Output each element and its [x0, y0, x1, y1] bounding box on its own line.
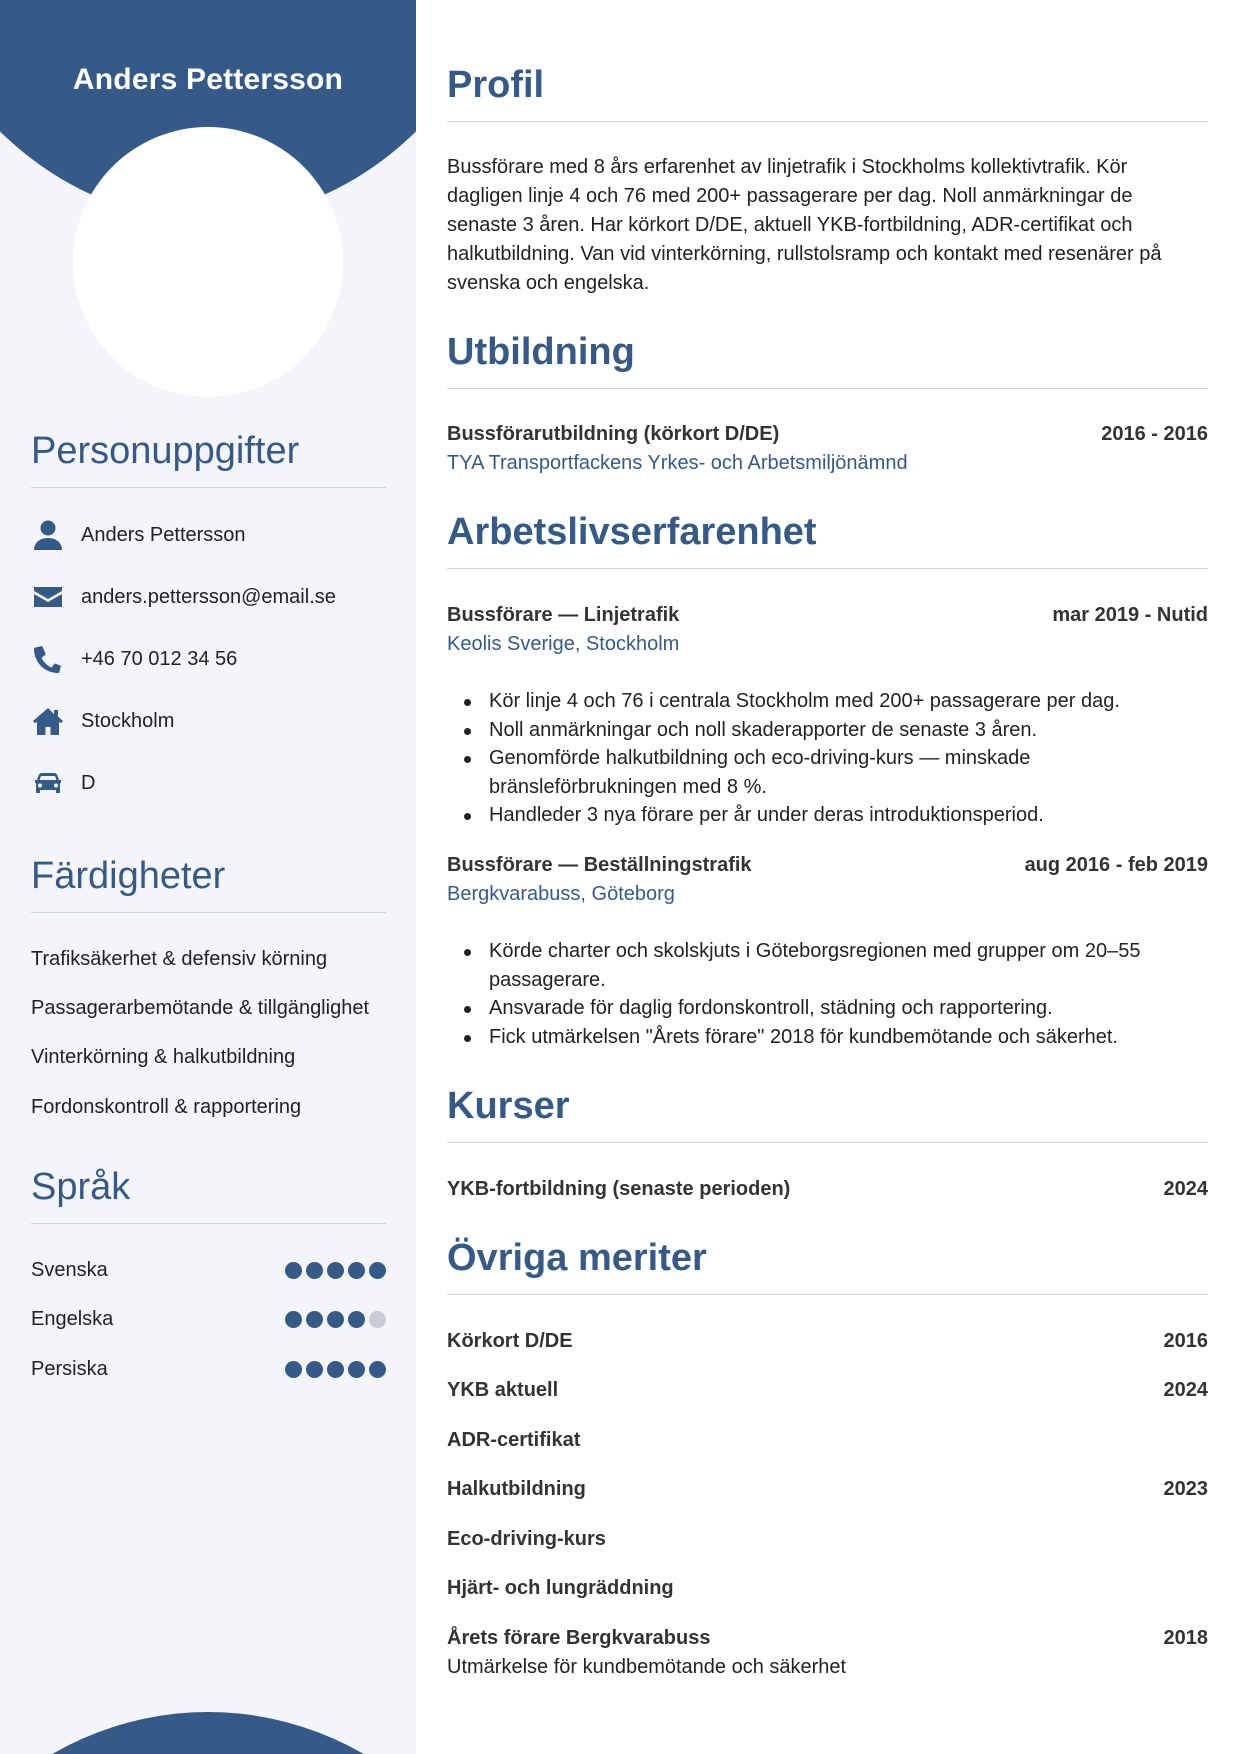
- sidebar-footer-shape: [0, 1712, 416, 1754]
- merit-entry: [447, 1528, 1208, 1551]
- level-dot-filled: [348, 1361, 365, 1378]
- language-name: Persiska: [31, 1358, 108, 1380]
- job-bullet: Fick utmärkelsen "Årets förare" 2018 för kundbemötande och säkerhet.: [447, 1023, 1208, 1052]
- merit-date: 2024: [1163, 1379, 1208, 1401]
- contact-email[interactable]: anders.pettersson@email.se: [81, 585, 336, 608]
- education-title: Bussförarutbildning (körkort D/DE): [447, 423, 780, 445]
- phone-icon: [31, 642, 65, 676]
- merit-entry: [447, 1478, 1208, 1501]
- job-bullet: Körde charter och skolskjuts i Göteborgsregionen med grupper om 20–55 passagerare.: [447, 937, 1208, 994]
- merit-title: ADR-certifikat: [447, 1429, 581, 1451]
- profile-photo-placeholder: [73, 127, 343, 397]
- candidate-name: Anders Pettersson: [72, 63, 344, 96]
- merit-date: 2023: [1163, 1478, 1208, 1500]
- contact-email-row: [31, 577, 336, 617]
- level-dot-filled: [348, 1311, 365, 1328]
- skill-item: Vinterkörning & halkutbildning: [31, 1046, 296, 1068]
- job-bullets: [447, 687, 1208, 830]
- merits-heading: Övriga meriter: [447, 1237, 1208, 1295]
- merit-title: Halkutbildning: [447, 1478, 586, 1500]
- skills-heading: Färdigheter: [31, 855, 386, 913]
- languages-heading: Språk: [31, 1166, 386, 1224]
- job-title: Bussförare — Beställningstrafik: [447, 854, 752, 876]
- car-icon: [31, 766, 65, 800]
- job-bullet: Handleder 3 nya förare per år under deras introduktionsperiod.: [447, 801, 1208, 830]
- profile-summary: Bussförare med 8 års erfarenhet av linjetrafik i Stockholms kollektivtrafik. Kör dagligen linje 4 och 76 med 200+ passagerare per dag. Noll anmärkningar de senaste 3 åren. Har körkort D/DE, aktuell YKB-fortbildning, ADR-certifikat och halkutbildning. Van vid vinterkörning, rullstolsramp och kontakt med resenärer på svenska och engelska.: [447, 156, 1162, 294]
- merit-title: Körkort D/DE: [447, 1330, 573, 1352]
- sidebar: [0, 0, 416, 1754]
- contact-name: Anders Pettersson: [81, 523, 246, 546]
- contact-phone[interactable]: +46 70 012 34 56: [81, 647, 238, 670]
- level-dot-filled: [327, 1262, 344, 1279]
- job-bullet: Noll anmärkningar och noll skaderapporter de senaste 3 åren.: [447, 716, 1208, 745]
- skill-item: Trafiksäkerhet & defensiv körning: [31, 948, 328, 970]
- language-name: Svenska: [31, 1259, 108, 1281]
- home-icon: [31, 704, 65, 738]
- merit-title: Eco-driving-kurs: [447, 1528, 606, 1550]
- envelope-icon: [31, 580, 65, 614]
- contact-city-row: [31, 701, 174, 741]
- job-date: mar 2019 - Nutid: [1052, 604, 1208, 626]
- courses-heading: Kurser: [447, 1085, 1208, 1143]
- skill-item: Fordonskontroll & rapportering: [31, 1096, 302, 1118]
- experience-heading: Arbetslivserfarenhet: [447, 511, 1208, 569]
- job-bullet: Ansvarade för daglig fordonskontroll, städning och rapportering.: [447, 994, 1208, 1023]
- merit-entry: [447, 1330, 1208, 1353]
- level-dot-filled: [306, 1262, 323, 1279]
- level-dot-empty: [369, 1311, 386, 1328]
- personal-info-heading: Personuppgifter: [31, 430, 386, 488]
- merit-entry: [447, 1429, 1208, 1452]
- language-row: [31, 1259, 386, 1282]
- job-bullet: Genomförde halkutbildning och eco-driving-kurs — minskade bränsleförbrukningen med 8 %.: [447, 744, 1208, 801]
- profile-heading: Profil: [447, 64, 1208, 122]
- contact-license-row: [31, 763, 95, 803]
- merit-title: Årets förare Bergkvarabuss: [447, 1627, 711, 1649]
- course-entry: [447, 1178, 1208, 1201]
- contact-city: Stockholm: [81, 709, 175, 732]
- skill-item: Passagerarbemötande & tillgänglighet: [31, 997, 369, 1019]
- contact-name-row: [31, 515, 246, 555]
- language-level-dots: [285, 1311, 386, 1328]
- language-name: Engelska: [31, 1308, 114, 1330]
- merit-date: 2016: [1163, 1330, 1208, 1352]
- job-bullets: [447, 937, 1208, 1051]
- education-heading: Utbildning: [447, 331, 1208, 389]
- language-row: [31, 1308, 386, 1331]
- language-row: [31, 1358, 386, 1381]
- level-dot-filled: [327, 1311, 344, 1328]
- education-school: TYA Transportfackens Yrkes- och Arbetsmiljönämnd: [447, 452, 908, 474]
- level-dot-filled: [348, 1262, 365, 1279]
- contact-phone-row: [31, 639, 237, 679]
- person-icon: [31, 518, 65, 552]
- merit-title: Hjärt- och lungräddning: [447, 1577, 674, 1599]
- level-dot-filled: [327, 1361, 344, 1378]
- merit-entry: [447, 1379, 1208, 1402]
- merit-entry: [447, 1627, 1208, 1650]
- course-title: YKB-fortbildning (senaste perioden): [447, 1178, 791, 1200]
- level-dot-filled: [306, 1311, 323, 1328]
- language-level-dots: [285, 1361, 386, 1378]
- merit-note: Utmärkelse för kundbemötande och säkerhet: [447, 1656, 847, 1678]
- level-dot-filled: [306, 1361, 323, 1378]
- level-dot-filled: [285, 1361, 302, 1378]
- level-dot-filled: [369, 1361, 386, 1378]
- job-entry: [447, 604, 1208, 627]
- merit-date: 2018: [1163, 1627, 1208, 1649]
- job-date: aug 2016 - feb 2019: [1024, 854, 1208, 876]
- level-dot-filled: [285, 1262, 302, 1279]
- contact-license: D: [81, 771, 96, 794]
- merit-title: YKB aktuell: [447, 1379, 559, 1401]
- level-dot-filled: [369, 1262, 386, 1279]
- education-date: 2016 - 2016: [1101, 423, 1208, 445]
- job-employer: Bergkvarabuss, Göteborg: [447, 883, 675, 905]
- job-title: Bussförare — Linjetrafik: [447, 604, 680, 626]
- job-employer: Keolis Sverige, Stockholm: [447, 633, 680, 655]
- merit-entry: [447, 1577, 1208, 1600]
- education-entry: [447, 423, 1208, 446]
- job-bullet: Kör linje 4 och 76 i centrala Stockholm med 200+ passagerare per dag.: [447, 687, 1208, 716]
- language-level-dots: [285, 1262, 386, 1279]
- level-dot-filled: [285, 1311, 302, 1328]
- course-date: 2024: [1163, 1178, 1208, 1200]
- job-entry: [447, 854, 1208, 877]
